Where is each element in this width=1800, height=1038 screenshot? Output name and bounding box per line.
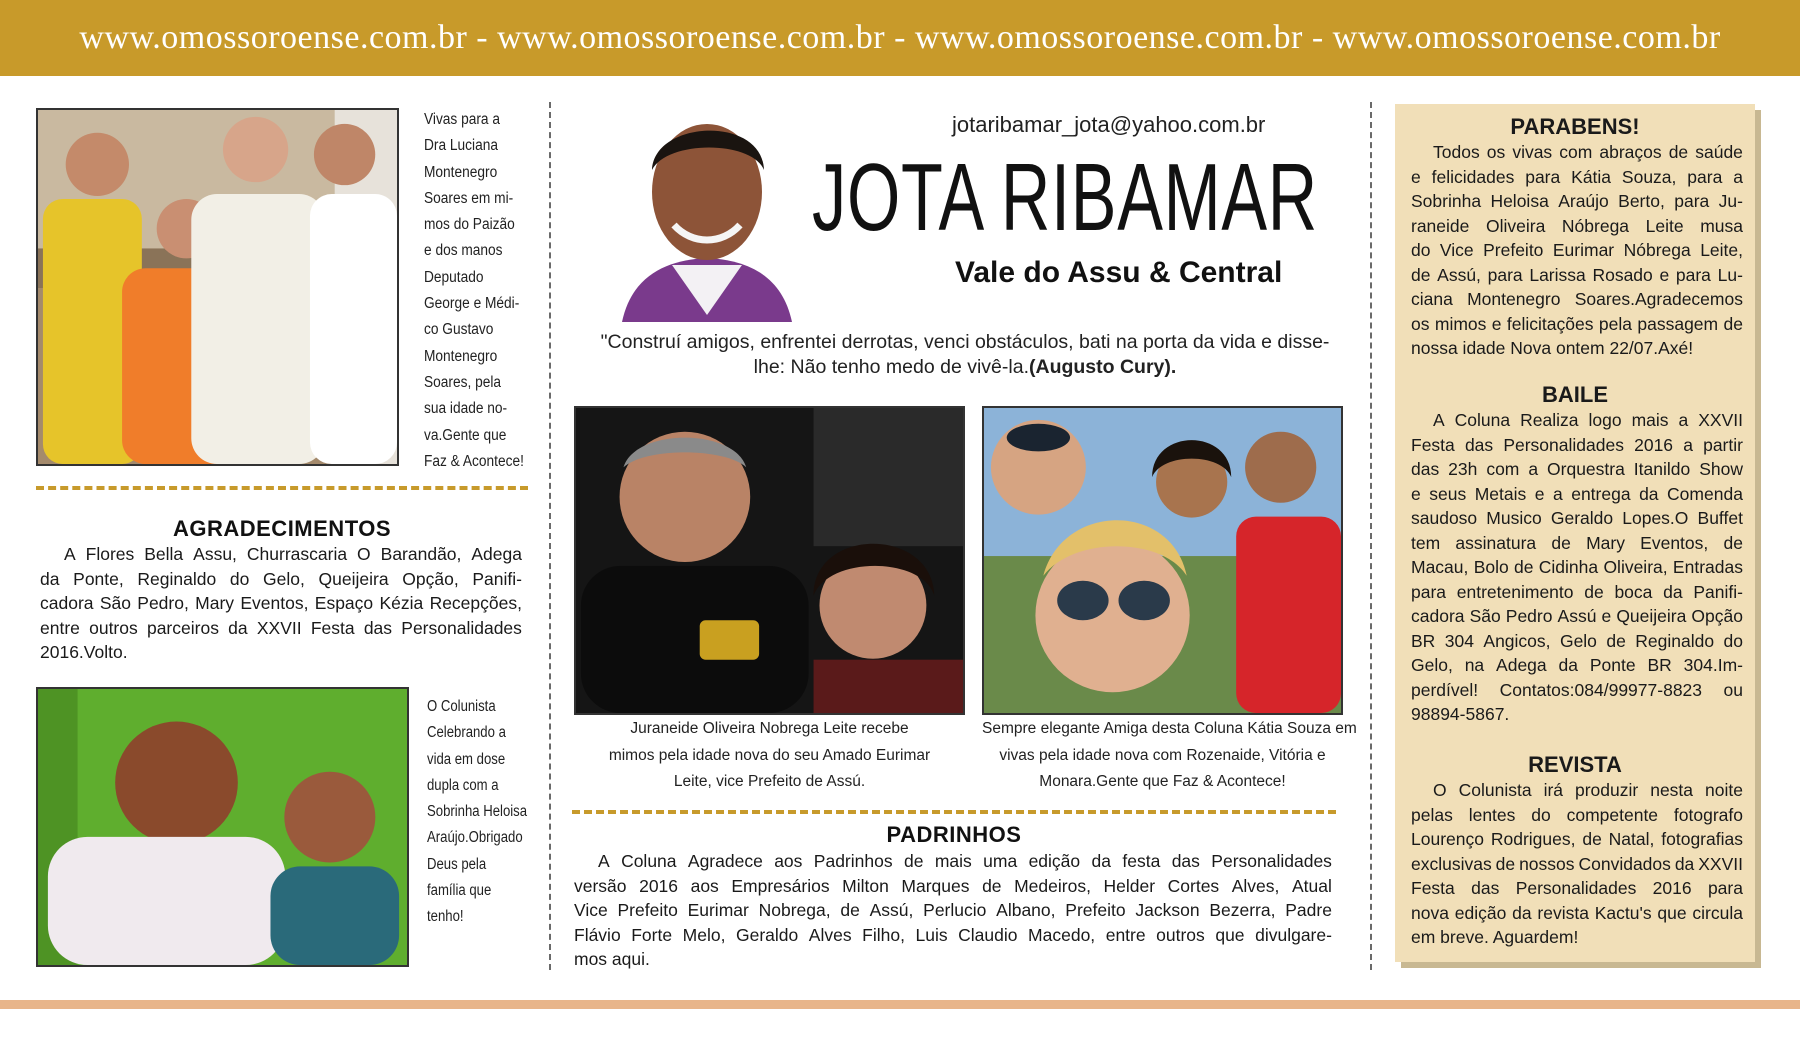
column-divider-right	[1370, 102, 1372, 970]
photo1-caption: Vivas para a Dra Luciana Montenegro Soares em mi- mos do Paizão e dos manos Deputado George e Médi- co Gustavo Montenegro Soares, pela sua idade no- va.Gente que Faz & Acontece!	[424, 111, 524, 470]
revista-text: O Colunista irá produzir nesta noite pelas lentes do competente fotografo Lourenço Rodrigues, de Natal, fotografias exclusivas de nossos Convidados da XXVII Festa das Personalidades 2016 para nova edição da revista Kactu's que circula em breve. Aguardem!	[1411, 780, 1743, 947]
photo-katia-amigas	[982, 406, 1343, 715]
padrinhos-text: A Coluna Agradece aos Padrinhos de mais uma edição da festa das Personalidades versão 2016 aos Empresários Milton Marques de Medeiros, Helder Cortes Alves, Atual Vice Prefeito Eurimar Nobrega, de Assú, Perlucio Albano, Prefeito Jackson Bezerra, Padre Flávio Forte Melo, Geraldo Alves Filho, Luis Claudio Macedo, entre outros que divulgare- mos aqui.	[574, 851, 1332, 969]
notes-sidebar-box	[1395, 104, 1755, 962]
agradecimentos-text: A Flores Bella Assu, Churrascaria O Barandão, Adega da Ponte, Reginaldo do Gelo, Queijeira Opção, Panifi- cadora São Pedro, Mary Eventos, Espaço Kézia Recepções, entre outros parceiros da XXVII Festa das Personalidades 2016.Volto.	[40, 544, 522, 662]
section-separator	[36, 486, 528, 490]
section-separator-center	[572, 810, 1336, 814]
photo-family-luciana	[36, 108, 399, 466]
site-url-banner: www.omossoroense.com.br - www.omossoroense.com.br - www.omossoroense.com.br - www.omossoroense.com.br	[0, 0, 1800, 76]
footer-bar	[0, 1000, 1800, 1009]
baile-title: BAILE	[1542, 382, 1608, 407]
photo4-caption: Sempre elegante Amiga desta Coluna Kátia Souza em vivas pela idade nova com Rozenaide, Vitória e Monara.Gente que Faz & Acontece!	[982, 720, 1357, 790]
columnist-email: jotaribamar_jota@yahoo.com.br	[952, 112, 1266, 137]
photo-juraneide-eurimar	[574, 406, 965, 715]
photo3-caption: Juraneide Oliveira Nobrega Leite recebe mimos pela idade nova do seu Amado Eurimar Leite, vice Prefeito de Assú.	[608, 720, 931, 790]
opening-quote: "Construí amigos, enfrentei derrotas, venci obstáculos, bati na porta da vida e disse-lhe: Não tenho medo de vivê-la.(Augusto Cury).	[600, 331, 1330, 378]
revista-title: REVISTA	[1528, 752, 1622, 777]
agradecimentos-title: AGRADECIMENTOS	[172, 516, 392, 541]
column-subtitle: Vale do Assu & Central	[955, 256, 1283, 289]
column-title: JOTA RIBAMAR	[812, 144, 1318, 251]
column-divider-left	[549, 102, 551, 970]
photo2-caption: O Colunista Celebrando a vida em dose dupla com a Sobrinha Heloisa Araújo.Obrigado Deus pela família que tenho!	[427, 698, 528, 926]
parabens-text: Todos os vivas com abraços de saúde e felicidades para Kátia Souza, para a Sobrinha Heloisa Araújo Berto, para Ju- raneide Oliveira Nóbrega Leite musa do Vice Prefeito Eurimar Nóbrega Leite, de Assú, para Larissa Rosado e para Lu- ciana Montenegro Soares.Agradecemos os mimos e felicitações pela passagem de nossa idade Nova ontem 22/07.Axé!	[1411, 142, 1743, 358]
parabens-title: PARABENS!	[1510, 114, 1640, 139]
baile-text: A Coluna Realiza logo mais a XXVII Festa das Personalidades 2016 a partir das 23h com a Orquestra Itanildo Show e seus Metais e a entrega da Comenda saudoso Musico Geraldo Lopes.O Buffet tem assinatura de Mary Eventos, de Macau, Bolo de Cidinha Oliveira, Entradas para entretenimento de boca da Panifi- cadora São Pedro Assú e Queijeira Opção BR 304 Angicos, Gelo de Reginaldo do Gelo, na Adega da Ponte BR 304.Im- perdível! Contatos:084/99977-8823 ou 98894-5867.	[1411, 410, 1743, 724]
photo-colunista-sobrinha	[36, 687, 409, 967]
padrinhos-title: PADRINHOS	[886, 822, 1022, 847]
columnist-portrait	[612, 100, 802, 322]
